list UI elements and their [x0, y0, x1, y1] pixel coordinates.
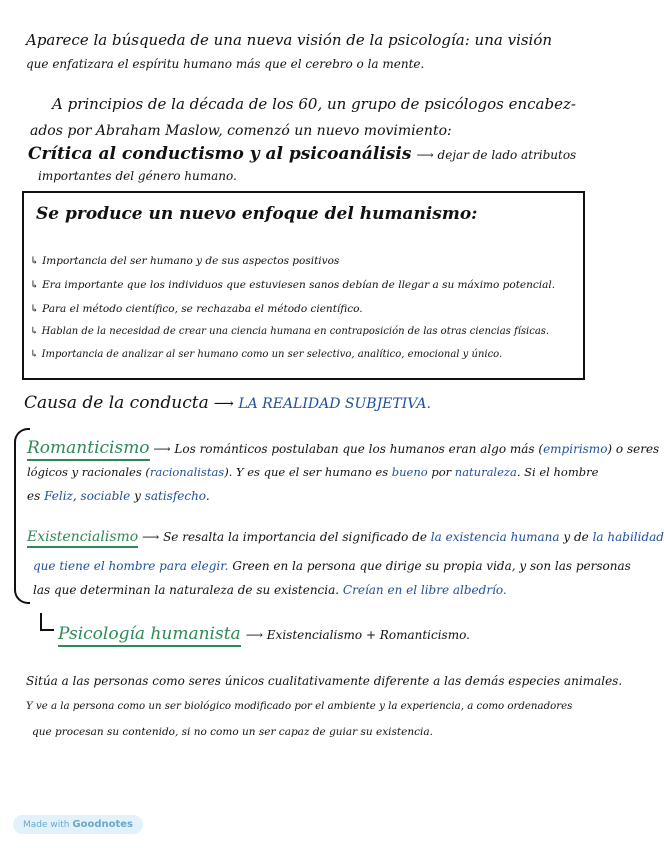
romanticismo-text: ) o seres	[607, 442, 660, 456]
romanticismo-text: lógicos y racionales (	[27, 465, 150, 479]
keyword: Feliz	[44, 489, 73, 503]
existencialismo-row-2	[33, 560, 631, 572]
keyword: que tiene el hombre para elegir.	[33, 559, 229, 573]
cause-label: Causa de la conducta	[24, 393, 209, 413]
keyword: bueno	[391, 465, 428, 479]
box-item-text: Hablan de la necesidad de crear una ciencia humana en contraposición de las otras ciencias físicas.	[41, 326, 550, 337]
critique-result: dejar de lado atributos	[437, 148, 577, 162]
humanista-title: Psicología humanista	[58, 624, 241, 647]
humanista-value: Existencialismo + Romanticismo.	[266, 628, 470, 642]
cause-value: LA REALIDAD SUBJETIVA.	[238, 396, 431, 412]
existencialismo-text: Green en la persona que dirige su propia vida, y son las personas	[232, 559, 631, 573]
box-item	[30, 304, 363, 315]
history-line-1: A principios de la década de los 60, un grupo de psicólogos encabez-	[52, 95, 576, 113]
arrow-icon: ⟶	[416, 148, 438, 162]
keyword: racionalistas	[149, 465, 225, 479]
romanticismo-text: Los románticos postulaban que los humanos eran algo más (	[174, 442, 544, 456]
romanticismo-text: .	[205, 489, 210, 503]
closing-line-1: Sitúa a las personas como seres únicos cualitativamente diferente a las demás especies animales.	[26, 674, 623, 688]
existencialismo-row-3	[33, 584, 507, 596]
keyword: empirismo	[543, 442, 608, 456]
arrow-icon: ↳	[30, 303, 43, 315]
keyword: Creían en el libre albedrío.	[342, 583, 507, 597]
arrow-icon: ↳	[30, 255, 43, 267]
keyword: sociable	[80, 489, 131, 503]
romanticismo-row-2	[27, 467, 598, 479]
history-line-2: ados por Abraham Maslow, comenzó un nuevo movimiento:	[30, 123, 452, 139]
humanista-row	[58, 626, 470, 643]
cause-row	[24, 395, 431, 412]
history-line-4: importantes del género humano.	[38, 169, 237, 183]
box-item-text: Era importante que los individuos que estuviesen sanos debían de llegar a su máximo potencial.	[42, 279, 556, 291]
romanticismo-text: por	[431, 465, 452, 479]
keyword: naturaleza	[454, 465, 517, 479]
box-item	[30, 350, 502, 360]
critique-row	[28, 146, 576, 163]
box-title: Se produce un nuevo enfoque del humanismo:	[36, 204, 478, 224]
arrow-icon: ↳	[30, 279, 43, 291]
goodnotes-badge	[13, 815, 143, 834]
intro-line-1: Aparece la búsqueda de una nueva visión de la psicología: una visión	[26, 31, 553, 49]
box-item	[30, 327, 549, 337]
existencialismo-text: y de	[563, 530, 589, 544]
romanticismo-text: ,	[72, 489, 77, 503]
romanticismo-text: ). Y es que el ser humano es	[224, 465, 389, 479]
arrow-icon: ⟶	[142, 530, 164, 544]
box-item	[30, 280, 555, 291]
keyword: la habilidad	[592, 530, 664, 544]
existencialismo-text: las que determinan la naturaleza de su existencia.	[33, 583, 340, 597]
keyword: la existencia humana	[430, 530, 560, 544]
arrow-icon: ↳	[30, 326, 42, 337]
romanticismo-row-3	[27, 490, 210, 502]
box-item	[30, 256, 339, 267]
existencialismo-title: Existencialismo	[27, 529, 138, 548]
box-item-text: Importancia de analizar al ser humano como un ser selectivo, analítico, emocional y único.	[41, 349, 503, 360]
arrow-icon: ⟶	[213, 396, 239, 412]
arrow-icon: ↳	[30, 349, 42, 360]
arrow-icon: ⟶	[153, 442, 175, 456]
existencialismo-row-1	[27, 530, 664, 544]
badge-brand: Goodnotes	[72, 819, 133, 830]
box-item-text: Importancia del ser humano y de sus aspectos positivos	[42, 255, 340, 267]
romanticismo-title: Romanticismo	[27, 438, 150, 461]
box-item-text: Para el método científico, se rechazaba el método científico.	[42, 303, 363, 315]
existencialismo-text: Se resalta la importancia del significado de	[163, 530, 427, 544]
closing-line-2: Y ve a la persona como un ser biológico modificado por el ambiente y la experiencia, a como ordenadores	[26, 701, 573, 712]
romanticismo-row-1	[27, 440, 659, 457]
keyword: satisfecho	[144, 489, 206, 503]
intro-line-2: que enfatizara el espíritu humano más que el cerebro o la mente.	[26, 57, 425, 71]
romanticismo-text: . Si el hombre	[516, 465, 599, 479]
romanticismo-text: es	[27, 489, 41, 503]
arrow-icon: ⟶	[245, 628, 267, 642]
badge-made-with: Made with	[23, 820, 70, 830]
romanticismo-text: y	[134, 489, 141, 503]
closing-line-3: que procesan su contenido, si no como un ser capaz de guiar su existencia.	[32, 726, 433, 738]
critique-text: Crítica al conductismo y al psicoanálisis	[28, 144, 412, 164]
elbow-arrow	[40, 613, 54, 631]
